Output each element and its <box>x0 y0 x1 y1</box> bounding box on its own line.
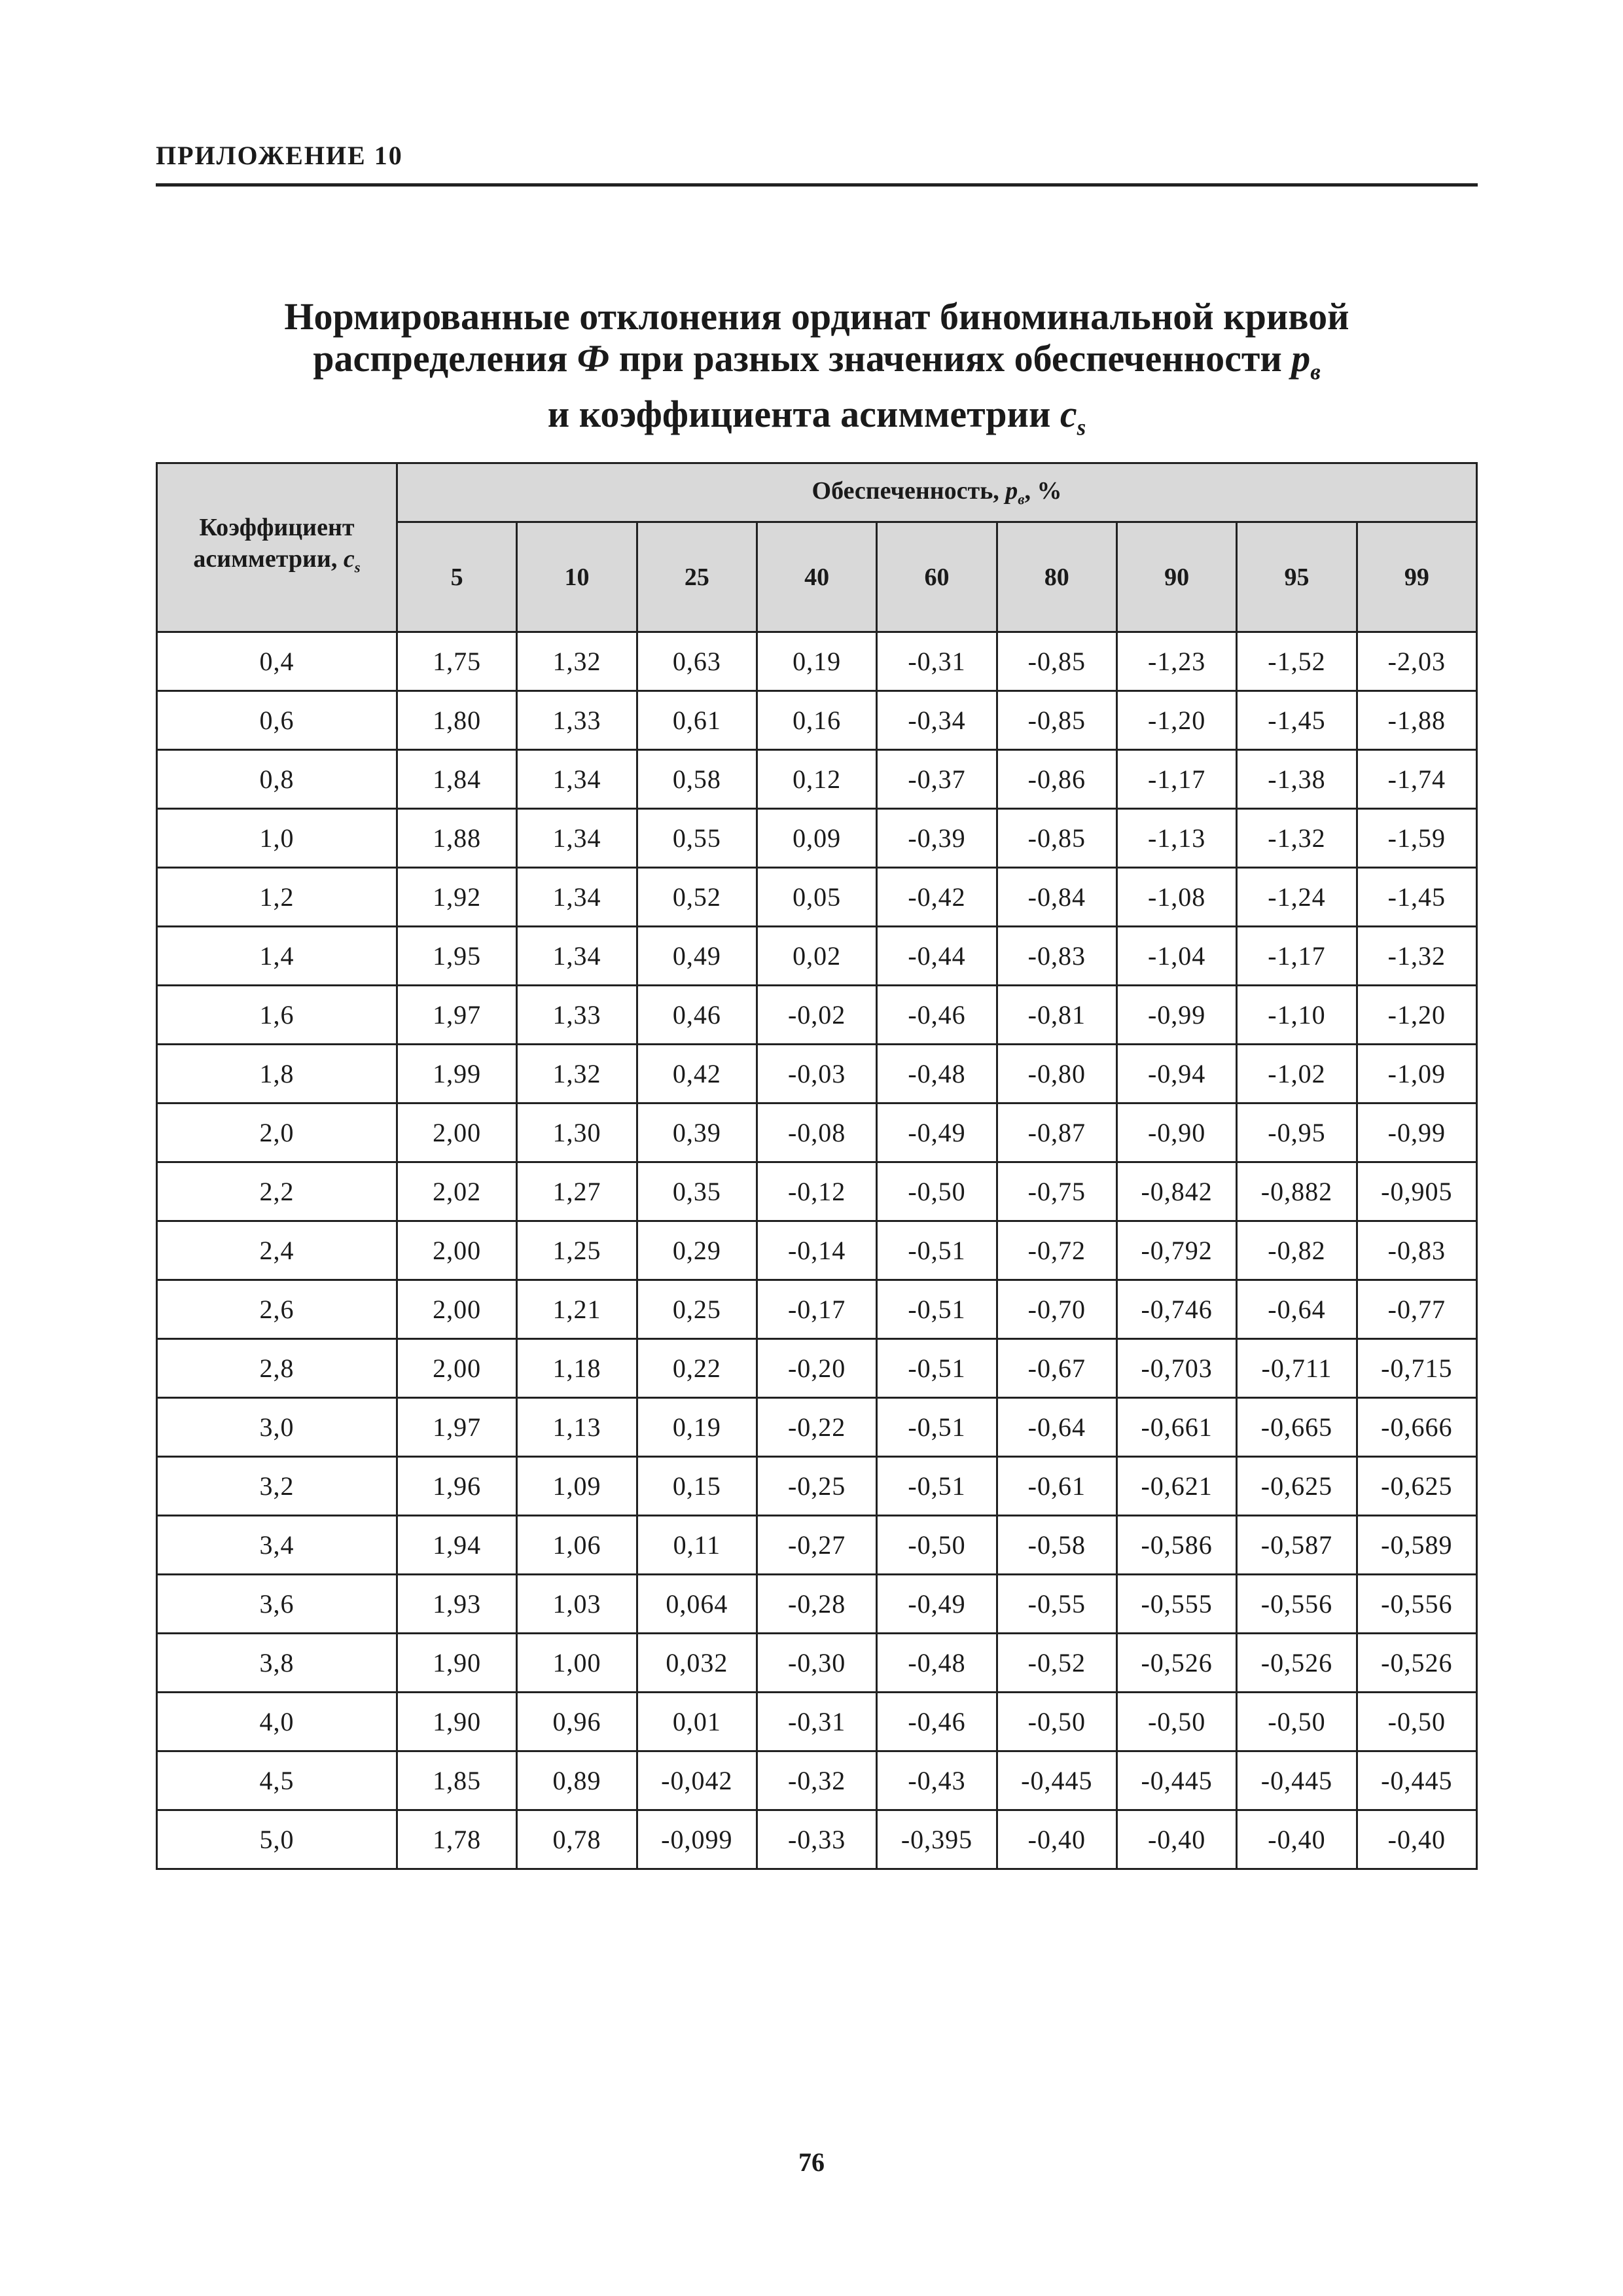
value-cell: -0,715 <box>1357 1339 1476 1398</box>
table-row <box>157 927 1477 986</box>
value-cell: -1,10 <box>1237 986 1357 1045</box>
value-cell: -0,31 <box>877 632 997 691</box>
value-cell: -0,30 <box>757 1634 876 1693</box>
value-cell: -0,51 <box>877 1280 997 1339</box>
cs-value-cell: 3,8 <box>157 1634 397 1693</box>
value-cell: 0,01 <box>637 1693 757 1751</box>
value-cell: 1,97 <box>397 1398 517 1457</box>
value-cell: -0,842 <box>1116 1162 1236 1221</box>
cs-value-cell: 2,8 <box>157 1339 397 1398</box>
value-cell: -0,621 <box>1116 1457 1236 1516</box>
value-cell: -0,85 <box>997 809 1116 868</box>
value-cell: -0,61 <box>997 1457 1116 1516</box>
table-row <box>157 986 1477 1045</box>
value-cell: -1,45 <box>1357 868 1476 927</box>
value-cell: 0,16 <box>757 691 876 750</box>
value-cell: 1,99 <box>397 1045 517 1103</box>
value-cell: 0,55 <box>637 809 757 868</box>
cs-value-cell: 2,4 <box>157 1221 397 1280</box>
value-cell: -1,13 <box>1116 809 1236 868</box>
value-cell: -0,67 <box>997 1339 1116 1398</box>
table-row <box>157 1221 1477 1280</box>
value-cell: 1,88 <box>397 809 517 868</box>
value-cell: -1,32 <box>1357 927 1476 986</box>
value-cell: -0,625 <box>1237 1457 1357 1516</box>
value-cell: -0,52 <box>997 1634 1116 1693</box>
value-cell: 0,39 <box>637 1103 757 1162</box>
value-cell: -0,46 <box>877 986 997 1045</box>
value-cell: -0,34 <box>877 691 997 750</box>
value-cell: -0,55 <box>997 1575 1116 1634</box>
table-row <box>157 750 1477 809</box>
value-cell: -1,38 <box>1237 750 1357 809</box>
value-cell: -0,882 <box>1237 1162 1357 1221</box>
value-cell: -0,661 <box>1116 1398 1236 1457</box>
value-cell: -0,445 <box>997 1751 1116 1810</box>
value-cell: -0,83 <box>1357 1221 1476 1280</box>
value-cell: -0,58 <box>997 1516 1116 1575</box>
value-cell: 0,09 <box>757 809 876 868</box>
value-cell: -1,08 <box>1116 868 1236 927</box>
corner-header <box>157 463 397 632</box>
value-cell: -1,23 <box>1116 632 1236 691</box>
cs-value-cell: 4,5 <box>157 1751 397 1810</box>
value-cell: -0,84 <box>997 868 1116 927</box>
value-cell: -1,88 <box>1357 691 1476 750</box>
value-cell: 1,93 <box>397 1575 517 1634</box>
column-header: 40 <box>757 522 876 632</box>
value-cell: -0,50 <box>997 1693 1116 1751</box>
column-header: 25 <box>637 522 757 632</box>
value-cell: 1,97 <box>397 986 517 1045</box>
value-cell: -0,556 <box>1357 1575 1476 1634</box>
value-cell: -1,17 <box>1116 750 1236 809</box>
table-row <box>157 1516 1477 1575</box>
value-cell: -0,20 <box>757 1339 876 1398</box>
value-cell: 1,03 <box>517 1575 637 1634</box>
table-row <box>157 1103 1477 1162</box>
value-cell: -0,711 <box>1237 1339 1357 1398</box>
value-cell: -0,42 <box>877 868 997 927</box>
value-cell: -0,25 <box>757 1457 876 1516</box>
title-line-3-prefix: и коэффициента асимметрии <box>547 392 1051 435</box>
p-subscript: в <box>1310 359 1321 385</box>
value-cell: 0,89 <box>517 1751 637 1810</box>
table-row <box>157 1810 1477 1869</box>
appendix-header: ПРИЛОЖЕНИЕ 10 <box>156 141 403 170</box>
value-cell: -0,75 <box>997 1162 1116 1221</box>
value-cell: 1,34 <box>517 927 637 986</box>
value-cell: -1,74 <box>1357 750 1476 809</box>
value-cell: 1,25 <box>517 1221 637 1280</box>
value-cell: 1,78 <box>397 1810 517 1869</box>
value-cell: 1,84 <box>397 750 517 809</box>
cs-value-cell: 0,6 <box>157 691 397 750</box>
value-cell: 0,42 <box>637 1045 757 1103</box>
cs-value-cell: 1,6 <box>157 986 397 1045</box>
table-row <box>157 1339 1477 1398</box>
value-cell: 0,19 <box>637 1398 757 1457</box>
value-cell: -0,48 <box>877 1045 997 1103</box>
corner-line-1: Коэффициент <box>199 513 355 541</box>
value-cell: -0,48 <box>877 1634 997 1693</box>
cs-value-cell: 1,0 <box>157 809 397 868</box>
cs-value-cell: 0,8 <box>157 750 397 809</box>
value-cell: 2,00 <box>397 1221 517 1280</box>
table-row <box>157 1575 1477 1634</box>
value-cell: 1,13 <box>517 1398 637 1457</box>
value-cell: -0,99 <box>1116 986 1236 1045</box>
table-row <box>157 809 1477 868</box>
title-line-1: Нормированные отклонения ординат биноминальной кривой <box>284 295 1349 338</box>
value-cell: -0,32 <box>757 1751 876 1810</box>
value-cell: -0,49 <box>877 1103 997 1162</box>
group-variable: p <box>1005 477 1018 505</box>
value-cell: -0,43 <box>877 1751 997 1810</box>
table-row <box>157 1162 1477 1221</box>
value-cell: -0,445 <box>1237 1751 1357 1810</box>
value-cell: 1,00 <box>517 1634 637 1693</box>
value-cell: 0,63 <box>637 632 757 691</box>
value-cell: 1,06 <box>517 1516 637 1575</box>
column-header: 80 <box>997 522 1116 632</box>
value-cell: -0,50 <box>1116 1693 1236 1751</box>
cs-value-cell: 2,0 <box>157 1103 397 1162</box>
value-cell: -0,77 <box>1357 1280 1476 1339</box>
value-cell: -0,64 <box>997 1398 1116 1457</box>
value-cell: -0,792 <box>1116 1221 1236 1280</box>
value-cell: -1,20 <box>1116 691 1236 750</box>
table-row <box>157 691 1477 750</box>
value-cell: 1,18 <box>517 1339 637 1398</box>
value-cell: -0,99 <box>1357 1103 1476 1162</box>
value-cell: 1,34 <box>517 809 637 868</box>
table-row <box>157 1457 1477 1516</box>
value-cell: -0,51 <box>877 1339 997 1398</box>
c-variable: c <box>1060 392 1077 435</box>
table-row <box>157 1045 1477 1103</box>
value-cell: 0,78 <box>517 1810 637 1869</box>
header-rule <box>156 183 1478 187</box>
cs-value-cell: 1,4 <box>157 927 397 986</box>
value-cell: -0,40 <box>1116 1810 1236 1869</box>
value-cell: -1,09 <box>1357 1045 1476 1103</box>
value-cell: 0,05 <box>757 868 876 927</box>
title-line-2-prefix: распределения <box>313 337 568 380</box>
value-cell: -0,555 <box>1116 1575 1236 1634</box>
value-cell: -0,82 <box>1237 1221 1357 1280</box>
value-cell: -0,39 <box>877 809 997 868</box>
value-cell: -0,12 <box>757 1162 876 1221</box>
cs-value-cell: 0,4 <box>157 632 397 691</box>
value-cell: -0,80 <box>997 1045 1116 1103</box>
value-cell: -0,81 <box>997 986 1116 1045</box>
table-row <box>157 1398 1477 1457</box>
column-header: 60 <box>877 522 997 632</box>
value-cell: -0,703 <box>1116 1339 1236 1398</box>
value-cell: 0,19 <box>757 632 876 691</box>
value-cell: -0,445 <box>1116 1751 1236 1810</box>
table-row <box>157 632 1477 691</box>
value-cell: -1,45 <box>1237 691 1357 750</box>
value-cell: 1,90 <box>397 1693 517 1751</box>
value-cell: 1,33 <box>517 986 637 1045</box>
table-row <box>157 1693 1477 1751</box>
title-line-2 <box>156 338 1478 393</box>
value-cell: -0,445 <box>1357 1751 1476 1810</box>
value-cell: -0,51 <box>877 1398 997 1457</box>
table-row <box>157 868 1477 927</box>
value-cell: -0,64 <box>1237 1280 1357 1339</box>
value-cell: -0,49 <box>877 1575 997 1634</box>
value-cell: -0,03 <box>757 1045 876 1103</box>
value-cell: -0,40 <box>997 1810 1116 1869</box>
value-cell: -0,31 <box>757 1693 876 1751</box>
value-cell: -0,50 <box>1357 1693 1476 1751</box>
value-cell: -0,28 <box>757 1575 876 1634</box>
value-cell: -0,586 <box>1116 1516 1236 1575</box>
value-cell: 0,15 <box>637 1457 757 1516</box>
value-cell: -0,51 <box>877 1457 997 1516</box>
cs-value-cell: 4,0 <box>157 1693 397 1751</box>
value-cell: 0,22 <box>637 1339 757 1398</box>
value-cell: -0,395 <box>877 1810 997 1869</box>
value-cell: -0,44 <box>877 927 997 986</box>
value-cell: -0,50 <box>877 1162 997 1221</box>
value-cell: 2,02 <box>397 1162 517 1221</box>
value-cell: -0,556 <box>1237 1575 1357 1634</box>
c-subscript: s <box>1077 414 1086 440</box>
value-cell: 1,94 <box>397 1516 517 1575</box>
value-cell: 1,09 <box>517 1457 637 1516</box>
value-cell: 2,00 <box>397 1339 517 1398</box>
value-cell: 1,21 <box>517 1280 637 1339</box>
value-cell: -0,86 <box>997 750 1116 809</box>
value-cell: 1,85 <box>397 1751 517 1810</box>
value-cell: -0,95 <box>1237 1103 1357 1162</box>
value-cell: 0,032 <box>637 1634 757 1693</box>
table-row <box>157 1280 1477 1339</box>
value-cell: 0,61 <box>637 691 757 750</box>
value-cell: 0,29 <box>637 1221 757 1280</box>
column-header: 99 <box>1357 522 1476 632</box>
value-cell: -0,50 <box>1237 1693 1357 1751</box>
value-cell: 0,11 <box>637 1516 757 1575</box>
p-variable: p <box>1291 337 1311 380</box>
value-cell: -0,51 <box>877 1221 997 1280</box>
value-cell: 1,96 <box>397 1457 517 1516</box>
value-cell: 1,32 <box>517 632 637 691</box>
table-container <box>156 462 1478 1870</box>
value-cell: 0,02 <box>757 927 876 986</box>
value-cell: -0,85 <box>997 691 1116 750</box>
value-cell: 1,34 <box>517 750 637 809</box>
value-cell: -0,87 <box>997 1103 1116 1162</box>
value-cell: 1,30 <box>517 1103 637 1162</box>
value-cell: -0,905 <box>1357 1162 1476 1221</box>
value-cell: -0,746 <box>1116 1280 1236 1339</box>
value-cell: 1,32 <box>517 1045 637 1103</box>
corner-line-2: асимметрии, <box>193 545 338 573</box>
value-cell: -0,40 <box>1357 1810 1476 1869</box>
value-cell: -0,666 <box>1357 1398 1476 1457</box>
value-cell: 1,90 <box>397 1634 517 1693</box>
group-header-suffix: , % <box>1024 477 1062 505</box>
value-cell: -0,099 <box>637 1810 757 1869</box>
value-cell: -0,042 <box>637 1751 757 1810</box>
value-cell: 1,95 <box>397 927 517 986</box>
value-cell: -0,526 <box>1357 1634 1476 1693</box>
group-subscript: в <box>1018 491 1025 508</box>
group-header <box>397 463 1477 522</box>
cs-value-cell: 1,8 <box>157 1045 397 1103</box>
value-cell: -0,46 <box>877 1693 997 1751</box>
value-cell: 2,00 <box>397 1103 517 1162</box>
title-line-3 <box>156 393 1478 449</box>
value-cell: 0,064 <box>637 1575 757 1634</box>
value-cell: -0,72 <box>997 1221 1116 1280</box>
value-cell: -0,50 <box>877 1516 997 1575</box>
value-cell: -1,24 <box>1237 868 1357 927</box>
value-cell: 2,00 <box>397 1280 517 1339</box>
value-cell: 1,27 <box>517 1162 637 1221</box>
cs-value-cell: 3,2 <box>157 1457 397 1516</box>
value-cell: -1,32 <box>1237 809 1357 868</box>
value-cell: -0,14 <box>757 1221 876 1280</box>
value-cell: 0,25 <box>637 1280 757 1339</box>
value-cell: -0,70 <box>997 1280 1116 1339</box>
cs-value-cell: 2,6 <box>157 1280 397 1339</box>
value-cell: 0,49 <box>637 927 757 986</box>
value-cell: 0,58 <box>637 750 757 809</box>
binomial-deviation-table <box>156 462 1478 1870</box>
value-cell: -2,03 <box>1357 632 1476 691</box>
value-cell: -0,587 <box>1237 1516 1357 1575</box>
group-header-prefix: Обеспеченность, <box>812 477 999 505</box>
value-cell: -1,17 <box>1237 927 1357 986</box>
value-cell: -0,90 <box>1116 1103 1236 1162</box>
column-header: 5 <box>397 522 517 632</box>
value-cell: -0,33 <box>757 1810 876 1869</box>
value-cell: 0,35 <box>637 1162 757 1221</box>
cs-value-cell: 3,4 <box>157 1516 397 1575</box>
value-cell: 1,75 <box>397 632 517 691</box>
value-cell: -0,83 <box>997 927 1116 986</box>
cs-value-cell: 2,2 <box>157 1162 397 1221</box>
value-cell: 0,12 <box>757 750 876 809</box>
value-cell: 1,34 <box>517 868 637 927</box>
value-cell: -0,526 <box>1237 1634 1357 1693</box>
table-body <box>157 632 1477 1869</box>
phi-symbol: Ф <box>577 337 610 380</box>
value-cell: -1,04 <box>1116 927 1236 986</box>
value-cell: -0,17 <box>757 1280 876 1339</box>
title-line-2-middle: при разных значениях обеспеченности <box>618 337 1282 380</box>
value-cell: 0,52 <box>637 868 757 927</box>
value-cell: -0,08 <box>757 1103 876 1162</box>
value-cell: -0,22 <box>757 1398 876 1457</box>
header-row-1 <box>157 463 1477 522</box>
cs-value-cell: 3,0 <box>157 1398 397 1457</box>
value-cell: -0,665 <box>1237 1398 1357 1457</box>
table-row <box>157 1634 1477 1693</box>
value-cell: 1,33 <box>517 691 637 750</box>
value-cell: -0,589 <box>1357 1516 1476 1575</box>
value-cell: 1,80 <box>397 691 517 750</box>
value-cell: -0,85 <box>997 632 1116 691</box>
value-cell: 1,92 <box>397 868 517 927</box>
column-header: 90 <box>1116 522 1236 632</box>
value-cell: 0,96 <box>517 1693 637 1751</box>
cs-value-cell: 1,2 <box>157 868 397 927</box>
value-cell: -0,02 <box>757 986 876 1045</box>
value-cell: -0,40 <box>1237 1810 1357 1869</box>
cs-value-cell: 3,6 <box>157 1575 397 1634</box>
column-header: 95 <box>1237 522 1357 632</box>
value-cell: -1,59 <box>1357 809 1476 868</box>
value-cell: 0,46 <box>637 986 757 1045</box>
value-cell: -1,02 <box>1237 1045 1357 1103</box>
value-cell: -0,94 <box>1116 1045 1236 1103</box>
value-cell: -0,37 <box>877 750 997 809</box>
value-cell: -1,52 <box>1237 632 1357 691</box>
value-cell: -0,27 <box>757 1516 876 1575</box>
cs-value-cell: 5,0 <box>157 1810 397 1869</box>
corner-subscript: s <box>354 559 361 576</box>
column-header: 10 <box>517 522 637 632</box>
value-cell: -1,20 <box>1357 986 1476 1045</box>
value-cell: -0,526 <box>1116 1634 1236 1693</box>
corner-variable: c <box>343 545 355 573</box>
table-row <box>157 1751 1477 1810</box>
page-number: 76 <box>798 2147 825 2177</box>
table-title <box>156 296 1478 448</box>
value-cell: -0,625 <box>1357 1457 1476 1516</box>
